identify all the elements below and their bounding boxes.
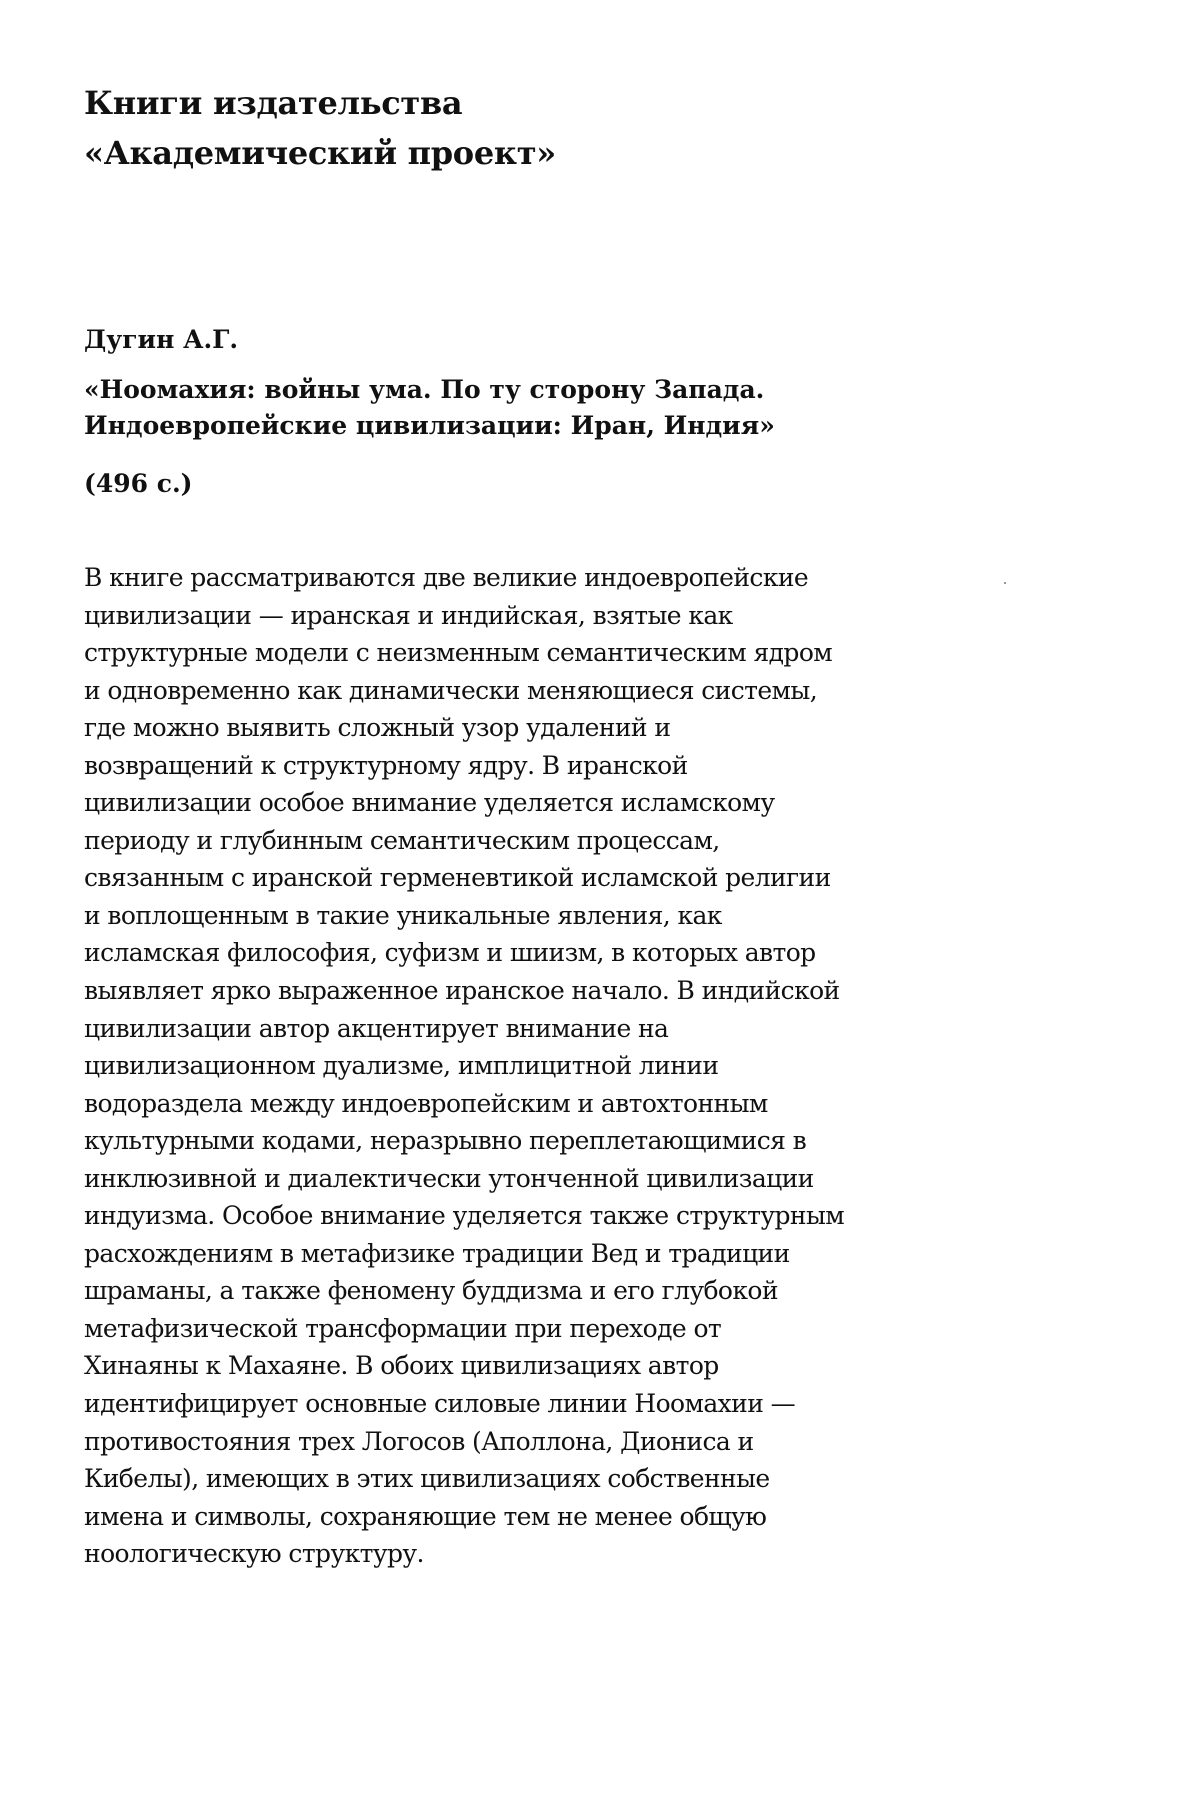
book-title [84,372,984,444]
description-line: Кибелы), имеющих в этих цивилизациях собственные [84,1464,770,1494]
scan-speck [1004,582,1006,584]
description-line: цивилизации — иранская и индийская, взятые как [84,600,733,630]
description-line: выявляет ярко выраженное иранское начало. В индийской [84,976,840,1006]
description-line: возвращений к структурному ядру. В иранской [84,750,688,780]
description-line: связанным с иранской герменевтикой исламской религии [84,863,831,893]
publisher-heading-line-1: Книги издательства [84,84,463,122]
description-line: где можно выявить сложный узор удалений и [84,713,671,743]
description-line: В книге рассматриваются две великие индоевропейские [84,563,809,592]
description-line: ноологическую структуру. [84,1539,424,1569]
description-line: исламская философия, суфизм и шиизм, в которых автор [84,938,816,968]
book-page-count: (496 с.) [84,469,193,498]
description-line: культурными кодами, неразрывно переплетающимися в [84,1126,807,1156]
book-description [84,559,1024,1573]
description-line: цивилизации автор акцентирует внимание на [84,1013,669,1043]
description-line: водораздела между индоевропейским и автохтонным [84,1088,768,1118]
description-line: Хинаяны к Махаяне. В обоих цивилизациях автор [84,1351,719,1381]
book-title-line-2: Индоевропейские цивилизации: Иран, Индия» [84,411,775,440]
description-line: шраманы, а также феномену буддизма и его глубокой [84,1276,778,1306]
description-line: структурные модели с неизменным семантическим ядром [84,638,833,668]
description-line: противостояния трех Логосов (Аполлона, Диониса и [84,1426,754,1456]
description-line: цивилизационном дуализме, имплицитной линии [84,1051,719,1081]
publisher-heading-line-2: «Академический проект» [84,134,556,172]
description-line: имена и символы, сохраняющие тем не менее общую [84,1501,767,1531]
publisher-heading [84,78,884,178]
description-line: идентифицирует основные силовые линии Ноомахии — [84,1389,796,1419]
description-line: периоду и глубинным семантическим процессам, [84,825,720,855]
description-line: расхождениям в метафизике традиции Вед и традиции [84,1238,790,1268]
description-line: инклюзивной и диалектически утонченной цивилизации [84,1163,814,1193]
description-line: и воплощенным в такие уникальные явления, как [84,900,722,930]
description-line: индуизма. Особое внимание уделяется также структурным [84,1201,845,1231]
description-line: и одновременно как динамически меняющиеся системы, [84,675,818,705]
description-line: цивилизации особое внимание уделяется исламскому [84,788,775,818]
book-author: Дугин А.Г. [84,325,239,354]
book-title-line-1: «Ноомахия: войны ума. По ту сторону Запада. [84,375,765,404]
description-line: метафизической трансформации при переходе от [84,1313,722,1343]
